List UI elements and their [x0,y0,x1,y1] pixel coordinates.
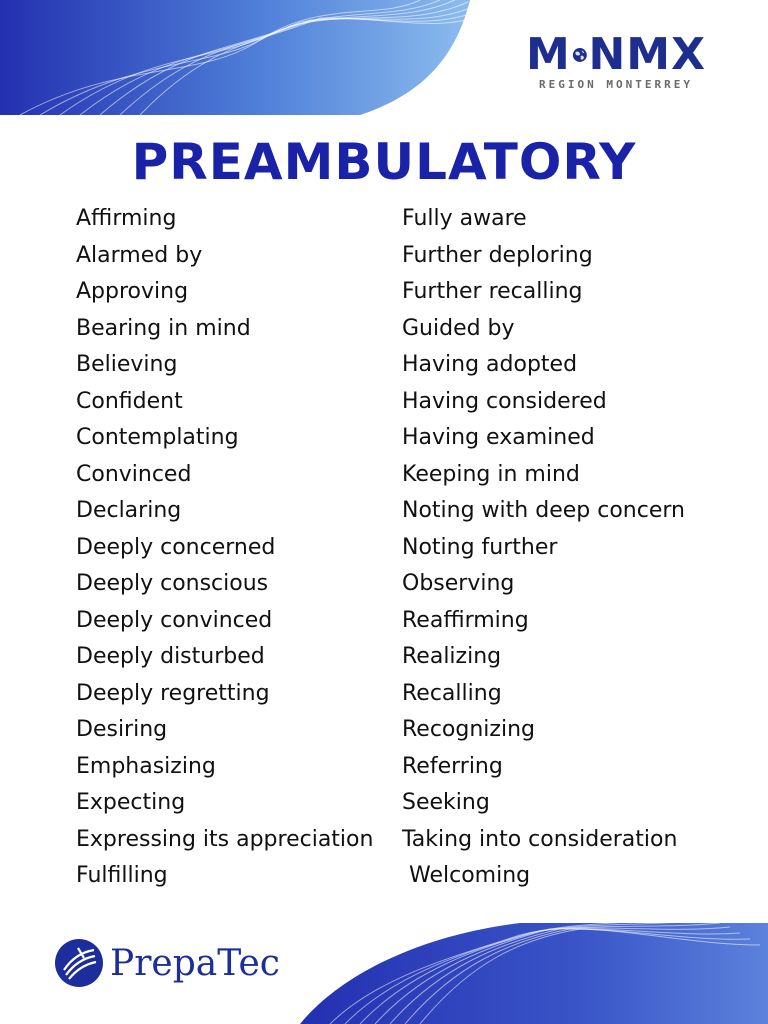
right-phrase-item: Seeking [402,790,490,815]
right-phrase-item: Taking into consideration [402,826,678,852]
right-phrase-item: Realizing [402,644,502,669]
left-phrase-item: Expressing its appreciation [76,826,374,852]
prepatec-wordmark: PrepaTec [110,942,280,984]
right-phrase-item: Keeping in mind [402,461,580,487]
prepatec-emblem-icon [54,938,104,988]
right-phrase-item: Referring [402,753,503,779]
left-phrase-item: Deeply conscious [76,571,269,596]
right-phrase-item: Noting further [402,534,558,560]
left-phrase-item: Expecting [76,790,186,815]
right-phrase-item: Further deploring [402,242,593,268]
prepatec-logo [54,938,280,988]
logo-letters-nmx: NMX [588,29,706,80]
right-phrase-item: Noting with deep concern [402,498,685,523]
right-phrase-item: Recognizing [402,717,535,742]
right-phrase-item: Having adopted [402,352,578,377]
left-phrase-item: Confident [76,388,183,414]
left-phrase-item: Deeply regretting [76,680,270,706]
left-phrase-item: Convinced [76,461,192,487]
right-phrase-item: Welcoming [402,863,531,888]
left-phrase-item: Fulfilling [76,863,168,888]
left-phrase-item: Emphasizing [76,753,216,779]
right-phrase-item: Fully aware [402,206,527,231]
left-phrase-item: Alarmed by [76,242,203,268]
left-phrase-item: Contemplating [76,425,239,450]
right-phrase-item: Recalling [402,680,502,706]
right-phrase-item: Reaffirming [402,607,529,633]
right-phrase-item: Having examined [402,425,595,450]
right-phrase-item: Guided by [402,315,515,341]
left-phrase-item: Declaring [76,498,182,523]
left-phrase-item: Desiring [76,717,168,742]
left-phrase-item: Believing [76,352,178,377]
left-phrase-item: Deeply convinced [76,607,273,633]
right-phrase-list [402,201,685,895]
left-phrase-item: Deeply concerned [76,534,276,560]
left-phrase-item: Affirming [76,206,177,231]
right-phrase-item: Having considered [402,388,607,414]
left-phrase-item: Approving [76,279,189,304]
left-phrase-item: Deeply disturbed [76,644,265,669]
globe-icon [572,37,588,73]
logo-subtitle: REGION MONTERREY [539,78,693,91]
page-title: PREAMBULATORY [131,133,637,191]
left-phrase-item: Bearing in mind [76,315,251,341]
right-phrase-item: Further recalling [402,279,583,304]
monmx-logo [526,30,706,91]
logo-letter-m: M [526,29,571,80]
right-phrase-item: Observing [402,571,515,596]
left-phrase-list [76,201,373,895]
